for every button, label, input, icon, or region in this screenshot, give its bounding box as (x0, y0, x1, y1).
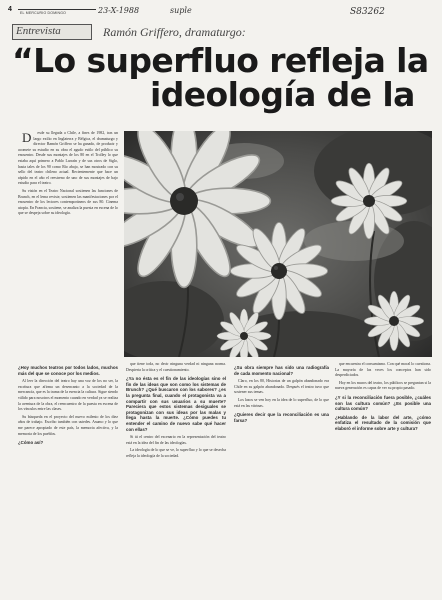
column-1 (18, 362, 118, 590)
column-2-question: ¿Ya no ésta es el fin de las ideologías sino el fin de las ideas que son como los sistemas de Brunch? ¿Qué buscaron con los sabores? ¿es la pregunta final, cuando el protagonista va a compartir con sus usuarios a su muerte? Pareciera que estos sistemas desiguales se protagonizan con sus ideas por las malas y llega hasta la muerte. ¿Cómo puedes tu entender el camino de nuevo sabe qué hacer con ellas? (126, 376, 226, 432)
column-2-paragraph: que tiene toda, no decir ninguna verdad ni ninguna norma. Despierta la crítica y el cuestionamiento. (126, 362, 226, 372)
column-3 (234, 362, 329, 590)
column-1-question: ¿Cómo así? (18, 440, 44, 446)
intro-column (18, 131, 118, 357)
column-1-question: ¿Hoy muchos teatros por todos lados, muchos más del que se conoce por los medios. (18, 365, 118, 376)
subtitle: Ramón Griffero, dramaturgo: (103, 25, 246, 39)
flower-illustration (124, 131, 432, 357)
column-3-paragraph: Claro, en los 80, Historias de un galpón abandonado era Chile en su galpón abandonado. Después el teatro tuvo que sostener sus temas. (234, 379, 329, 395)
column-2-paragraph: La ideología de lo que se ve, lo superfluo y lo que se desecha refleja la ideología de la sociedad. (126, 448, 226, 458)
column-4-question: ¿Hablando de la labor del arte, ¿cómo enfatiza el resultado de la comisión que elaboró el informe sobre arte y cultura? (335, 414, 431, 431)
section-label: Entrevista (16, 25, 61, 37)
column-2 (126, 362, 226, 590)
column-1-paragraph: Su búsqueda en el proyecto del nuevo milenio de los diez años de trabajo. Escribo también con ustedes. Asumo y lo que me parece apropiado de este país, la memoria afectiva, y la memoria de los pueblos. (18, 414, 118, 436)
headline-line-2: ideología de la (150, 75, 415, 114)
page-number: 4 (8, 6, 12, 13)
intro-paragraph: Su visión en el Teatro Nacional sostienen las funciones de Brunch, en el lema reviste, sostienen las manifestaciones por el encuentro de los lectores contemporáneos de sus 80. Cinema utopía. En Francia, sostiene, se analiza la puesta en escena de lo que se despeja sobre su ideología. (18, 188, 118, 216)
column-4 (335, 362, 431, 590)
column-2-paragraph: Si tú el centro del escenario en la representación del teatro está en la idea del fin de las ideologías. (126, 435, 226, 445)
publication-header: EL MERCURIO DOMINGO (20, 11, 67, 15)
intro-paragraph: Desde su llegada a Chile, a fines de 1982, tras un largo exilio en Inglaterra y Bélgica, el dramaturgo y director Ramón Griffero se ha ganado, de producir y acomete su estudio en su obra el agudo estilo del público su encuentro. Desde sus montajes de los 80 en el Trolley lo que estaba aquí primero a Pablo Larraín y de sus otros de Siglo, hasta tales de los 90 como Río abajo, se han mostrado con su sello del teatro chileno actual. Recientemente que hace un rápido en el año el reestreno de uno de sus montajes de bajo estudio para el teatro. (18, 131, 118, 186)
handwritten-note: suple (170, 6, 192, 15)
handwritten-date: 23-X-1988 (98, 6, 140, 15)
column-3-paragraph: Los lazos se ven hoy en la idea de lo superfluo, de lo que está en las vitrinas. (234, 397, 329, 408)
column-4-paragraph: que encuentra el consumismo. Con qué moral lo cuestiona. La mayoría de las veces los conceptos han sido desperdiciados. (335, 362, 431, 378)
column-1-paragraph: Al leer la dirección del teatro hay una voz de los no ser, la escritura que afirma un desencanto a la sociedad de la mercancía, que es la trama de la esencia la cultura. Sigue siendo válido para nosotros el momento cuando en verdad ya se realiza la aventura de la obra, el reencuentro de la puesta en escena de los vínculos entre las clases. (18, 379, 118, 412)
column-4-question: ¿Y si la reconciliación fuera posible, ¿cuáles son las cultura común? ¿Es posible una cultura común? (335, 394, 431, 412)
column-4-paragraph: Hoy en los muros del teatro, los públicos se preguntan si la nueva generación es capaz de ver su propio pasado. (335, 380, 431, 391)
handwritten-code: S83262 (350, 7, 385, 17)
column-3-question: ¿Quieres decir que la reconciliación es una farsa? (234, 412, 329, 423)
flower-photo (124, 131, 432, 357)
column-3-question: ¿Su obra siempre has sido una radiografía de cada momento nacional? (234, 365, 329, 376)
headline-line-1: “Lo superfluo refleja la (12, 41, 429, 80)
header-rule (18, 9, 96, 10)
